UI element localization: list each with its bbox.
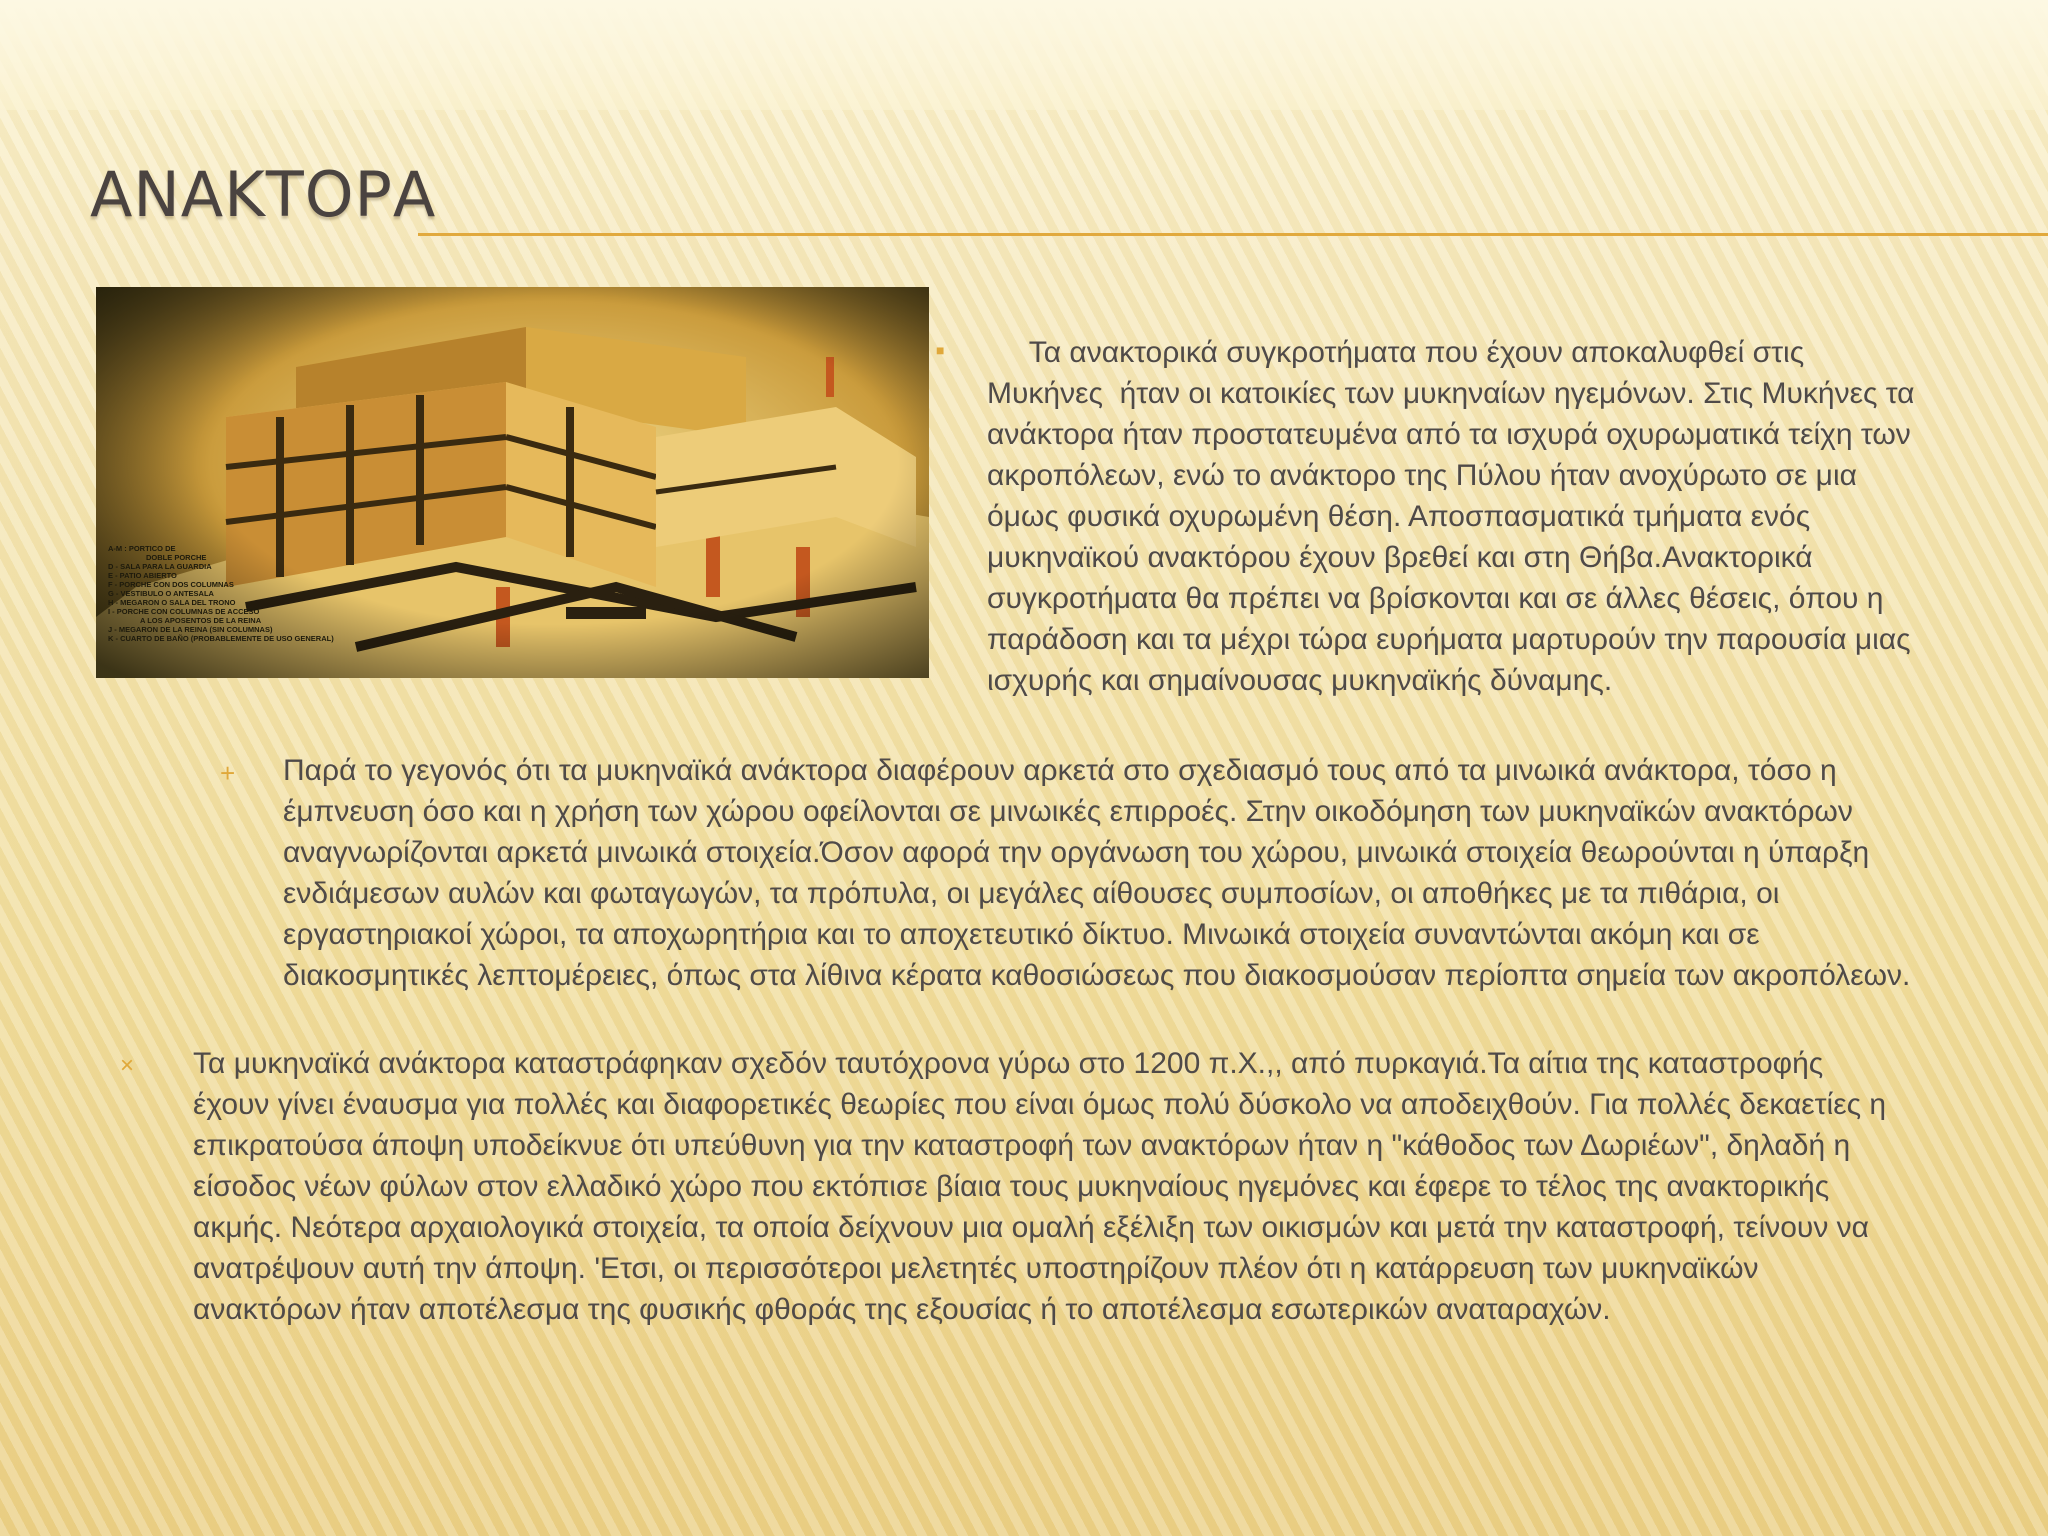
legend-line: A-M : PORTICO DE [108,544,176,553]
slide-title: ΑΝΑΚΤΟΡΑ [90,158,437,231]
legend-line: H - MEGARON O SALA DEL TRONO [108,598,236,607]
title-underline [418,233,2048,236]
bullet-text-destruction: Τα μυκηναϊκά ανάκτορα καταστράφηκαν σχεδόν ταυτόχρονα γύρω στο 1200 π.Χ.,, από πυρκαγιά.Τα αίτια της καταστροφής έχουν γίνει έναυσμα για πολλές και διαφορετικές θεωρίες που είναι όμως πολύ δύσκολο να αποδειχθούν. Για πολλές δεκαετίες η επικρατούσα άποψη υποδείκνυε ότι υπεύθυνη για την καταστροφή των ανακτόρων ήταν η "κάθοδος των Δωριέων", δηλαδή η είσοδος νέων φύλων στον ελλαδικό χώρο που εκτόπισε βίαια τους μυκηναίους ηγεμόνες και έφερε το τέλος της ανακτορικής ακμής. Νεότερα αρχαιολογικά στοιχεία, τα οποία δείχνουν μια ομαλή εξέλιξη των οικισμών και μετά την καταστροφή, τείνουν να ανατρέψουν αυτή την άποψη. 'Ετσι, οι περισσότεροι μελετητές υποστηρίζουν πλέον ότι η κατάρρευση των μυκηναϊκών ανακτόρων ήταν αποτέλεσμα της φυσικής φθοράς της εξουσίας ή το αποτέλεσμα εσωτερικών αναταραχών. [193,1047,1887,1326]
legend-line: D - SALA PARA LA GUARDIA [108,562,212,571]
plus-bullet-icon: + [220,758,236,788]
legend-line: G - VESTIBULO O ANTESALA [108,589,214,598]
bullet-text-minoan-influence: Παρά το γεγονός ότι τα μυκηναϊκά ανάκτορα διαφέρουν αρκετά στο σχεδιασμό τους από τα μινωικά ανάκτορα, τόσο η έμπνευση όσο και η χρήση των χώρου οφείλονται σε μινωικές επιρροές. Στην οικοδόμηση των μυκηναϊκών ανακτόρων αναγνωρίζονται αρκετά μινωικά στοιχεία.Όσον αφορά την οργάνωση του χώρου, μινωικά στοιχεία θεωρούνται η ύπαρξη ενδιάμεσων αυλών και φωταγωγών, τα πρόπυλα, οι μεγάλες αίθουσες συμποσίων, οι αποθήκες με τα πιθάρια, οι εργαστηριακοί χώροι, τα αποχωρητήρια και το αποχετευτικό δίκτυο. Μινωικά στοιχεία συναντώνται ακόμη και σε διακοσμητικές λεπτομέρειες, όπως στα λίθινα κέρατα καθοσιώσεως που διακοσμούσαν περίοπτα σημεία των ακροπόλεων. [283,754,1911,992]
legend-line: K - CUARTO DE BAÑO (PROBABLEMENTE DE USO GENERAL) [108,634,334,643]
legend-line: A LOS APOSENTOS DE LA REINA [140,616,262,625]
legend-line: F - PORCHE CON DOS COLUMNAS [108,580,234,589]
legend-line: DOBLE PORCHE [146,553,207,562]
square-bullet-icon: ■ [936,342,945,358]
cross-bullet-icon: × [120,1052,135,1079]
legend-line: J - MEGARON DE LA REINA (SIN COLUMNAS) [108,625,273,634]
bullet-text-palaces: Τα ανακτορικά συγκροτήματα που έχουν αποκαλυφθεί στις Μυκήνες ήταν οι κατοικίες των μυκηναίων ηγεμόνων. Στις Μυκήνες τα ανάκτορα ήταν προστατευμένα από τα ισχυρά οχυρωματικά τείχη των ακροπόλεων, ενώ το ανάκτορο της Πύλου ήταν ανοχύρωτο σε μια όμως φυσικά οχυρωμένη θέση. Αποσπασματικά τμήματα ενός μυκηναϊκού ανακτόρου έχουν βρεθεί και στη Θήβα.Ανακτορικά συγκροτήματα θα πρέπει να βρίσκονται και σε άλλες θέσεις, όπου η παράδοση και τα μέχρι τώρα ευρήματα μαρτυρούν την παρουσία μιας ισχυρής και σημαίνουσας μυκηναϊκής δύναμης. [987,336,1923,697]
header-band [0,0,2048,110]
legend-line: I - PORCHE CON COLUMNAS DE ACCESO [108,607,260,616]
palace-reconstruction-image [96,287,929,678]
legend-line: E - PATIO ABIERTO [108,571,177,580]
